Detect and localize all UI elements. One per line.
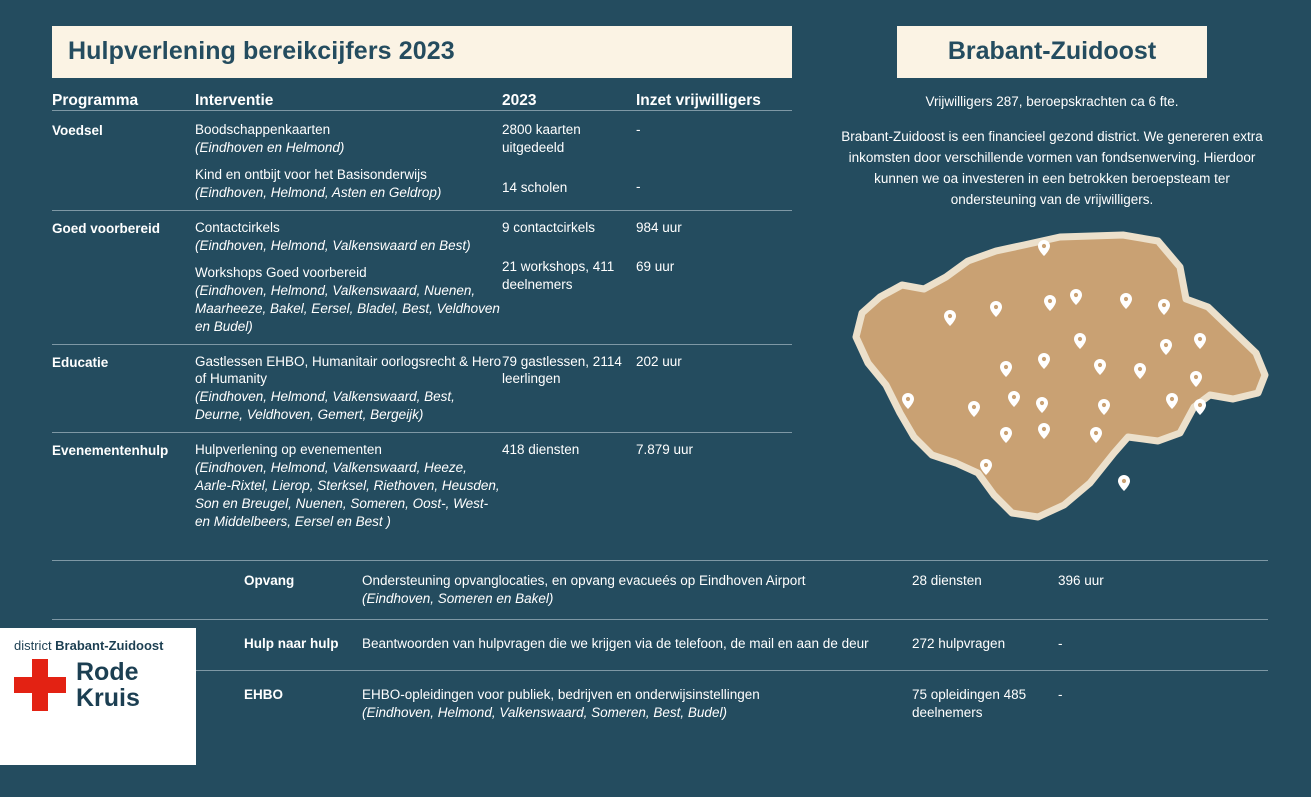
interventie-locaties: (Eindhoven, Helmond, Valkenswaard, Heeze, Aarle-Rixtel, Lierop, Sterksel, Riethoven, Heusden, Son en Breugel, Nuenen, Someren, Oost-, West- en Middelbeers, Eersel en Best ) [195, 460, 500, 530]
district-title: Brabant-Zuidoost [897, 26, 1207, 78]
map-pin-icon [1038, 240, 1050, 256]
map-pin-icon [1160, 339, 1172, 355]
table-row [52, 432, 792, 539]
section-label: Educatie [52, 354, 109, 370]
interventie-locaties: (Eindhoven, Helmond, Valkenswaard en Best) [195, 237, 471, 253]
map-pin-icon [944, 310, 956, 326]
list-item [195, 441, 502, 531]
map-pin-icon [1094, 359, 1106, 375]
section-interventies [195, 121, 502, 202]
interventie-name: Hulpverlening op evenementen [195, 442, 382, 458]
section-uren [636, 441, 792, 531]
row-label: Opvang [244, 573, 295, 588]
section-interventies [195, 219, 502, 336]
map-pin-icon [1194, 399, 1206, 415]
uren-value: 69 uur [636, 258, 675, 274]
table-row [52, 560, 1268, 619]
row-description [362, 572, 912, 608]
interventie-name: Contactcirkels [195, 219, 280, 235]
table-column-headers [52, 92, 792, 110]
list-item [195, 353, 502, 425]
section-label: Evenementenhulp [52, 443, 169, 459]
map-pin-icon [1120, 293, 1132, 309]
map-pin-icon [1036, 397, 1048, 413]
section-label: Voedsel [52, 123, 103, 138]
section-uren [636, 353, 792, 425]
page-title: Hulpverlening bereikcijfers 2023 [52, 26, 792, 78]
cijfer-value: 9 contactcirkels [502, 219, 596, 235]
logo-district-prefix: district [14, 638, 56, 653]
section-interventies [195, 353, 502, 425]
interventie-locaties: (Eindhoven, Helmond, Valkenswaard, Best, Deurne, Veldhoven, Gemert, Bergeijk) [195, 389, 455, 423]
map-pin-icon [1008, 391, 1020, 407]
cijfer-value: 418 diensten [502, 442, 580, 458]
list-item [195, 219, 502, 255]
logo-line-2: Kruis [76, 684, 140, 713]
map-pin-icon [1070, 289, 1082, 305]
row-description-text: Beantwoorden van hulpvragen die we krijgen via de telefoon, de mail en aan de deur [362, 636, 869, 652]
row-locaties: (Eindhoven, Helmond, Valkenswaard, Someren, Best, Budel) [362, 704, 727, 720]
row-cijfer: 28 diensten [912, 573, 982, 588]
map-pin-icon [1158, 299, 1170, 315]
map-pin-icon [1098, 399, 1110, 415]
header-2023: 2023 [502, 92, 537, 109]
map-pin-icon [1038, 423, 1050, 439]
logo-wordmark [76, 659, 140, 712]
bottom-table [52, 560, 1268, 733]
uren-value: - [636, 122, 641, 137]
row-label: Hulp naar hulp [244, 636, 339, 652]
map-pin-icon [1134, 363, 1146, 379]
logo-district-name: Brabant-Zuidoost [55, 638, 164, 653]
left-column [52, 26, 792, 539]
district-subtitle: Vrijwilligers 287, beroepskrachten ca 6 fte. [925, 94, 1179, 109]
map-pin-icon [968, 401, 980, 417]
header-interventie: Interventie [195, 92, 274, 109]
row-cijfer: 272 hulpvragen [912, 636, 1006, 652]
map-pin-icon [990, 301, 1002, 317]
uren-value: 984 uur [636, 219, 682, 235]
table-row [52, 110, 792, 210]
interventie-locaties: (Eindhoven, Helmond, Asten en Geldrop) [195, 184, 442, 200]
row-description-text: EHBO-opleidingen voor publiek, bedrijven en onderwijsinstellingen [362, 686, 760, 702]
table-row [52, 344, 792, 433]
row-label: EHBO [244, 686, 284, 702]
uren-value: 7.879 uur [636, 442, 694, 458]
map-pin-icon [1044, 295, 1056, 311]
map-pin-icon [1038, 353, 1050, 369]
row-cijfer [912, 686, 1058, 722]
section-cijfers [502, 121, 636, 202]
row-uren: 396 uur [1058, 573, 1104, 588]
table-row [52, 670, 1268, 733]
section-cijfers [502, 441, 636, 531]
logo-line-1: Rode [76, 658, 139, 686]
header-programma: Programma [52, 92, 139, 109]
interventie-name: Boodschappenkaarten [195, 122, 331, 137]
interventie-name: Workshops Goed voorbereid [195, 264, 367, 280]
section-cijfers [502, 219, 636, 336]
logo-block [0, 628, 196, 765]
logo-district-line [14, 638, 196, 653]
row-locaties: (Eindhoven, Someren en Bakel) [362, 591, 554, 607]
list-item [195, 166, 502, 202]
row-cijfer-text: 75 opleidingen 485 deelnemers [912, 686, 1027, 720]
cijfer-value: 2800 kaarten uitgedeeld [502, 122, 581, 155]
map-pin-icon [1194, 333, 1206, 349]
interventie-name: Kind en ontbijt voor het Basisonderwijs [195, 166, 427, 182]
section-uren [636, 121, 792, 202]
list-item [195, 264, 502, 336]
table-row [52, 619, 1268, 669]
district-paragraph: Brabant-Zuidoost is een financieel gezond district. We genereren extra inkomsten door verschillende vormen van fondsenwerving. Hierdoor kunnen we oa investeren in een betrokken beroepsteam ter ondersteuning van de vrijwilligers. [841, 129, 1263, 207]
table-row [52, 210, 792, 344]
cijfer-value: 14 scholen [502, 179, 568, 195]
red-cross-icon [14, 659, 66, 711]
interventie-locaties: (Eindhoven, Helmond, Valkenswaard, Nuenen, Maarheeze, Bakel, Eersel, Bladel, Best, Veldhoven en Budel) [195, 282, 500, 334]
section-interventies [195, 441, 502, 531]
uren-value: - [636, 178, 641, 194]
map-pin-icon [1118, 475, 1130, 491]
row-description-text: Ondersteuning opvanglocaties, en opvang evacueés op Eindhoven Airport [362, 573, 806, 588]
map-pin-icon [1090, 427, 1102, 443]
row-uren: - [1058, 636, 1063, 652]
logo-main [14, 659, 196, 712]
map-pin-icon [902, 393, 914, 409]
row-uren: - [1058, 686, 1063, 702]
row-description [362, 686, 912, 722]
map-shape-icon [828, 227, 1276, 557]
cijfer-value: 79 gastlessen, 2114 leerlingen [502, 353, 622, 387]
interventie-locaties: (Eindhoven en Helmond) [195, 139, 345, 155]
row-description [362, 635, 912, 653]
interventie-name: Gastlessen EHBO, Humanitair oorlogsrecht & Hero of Humanity [195, 353, 502, 387]
map-pin-icon [1074, 333, 1086, 349]
map-pin-icon [1000, 427, 1012, 443]
map-pin-icon [980, 459, 992, 475]
map-pin-icon [1166, 393, 1178, 409]
header-inzet-vrijwilligers: Inzet vrijwilligers [636, 92, 761, 109]
map-pin-icon [1000, 361, 1012, 377]
cijfer-value: 21 workshops, 411 deelnemers [502, 258, 615, 292]
right-column [828, 26, 1276, 557]
list-item [195, 121, 502, 157]
section-uren [636, 219, 792, 336]
section-cijfers [502, 353, 636, 425]
district-map [828, 227, 1276, 557]
map-pin-icon [1190, 371, 1202, 387]
section-label: Goed voorbereid [52, 220, 161, 236]
uren-value: 202 uur [636, 353, 682, 369]
